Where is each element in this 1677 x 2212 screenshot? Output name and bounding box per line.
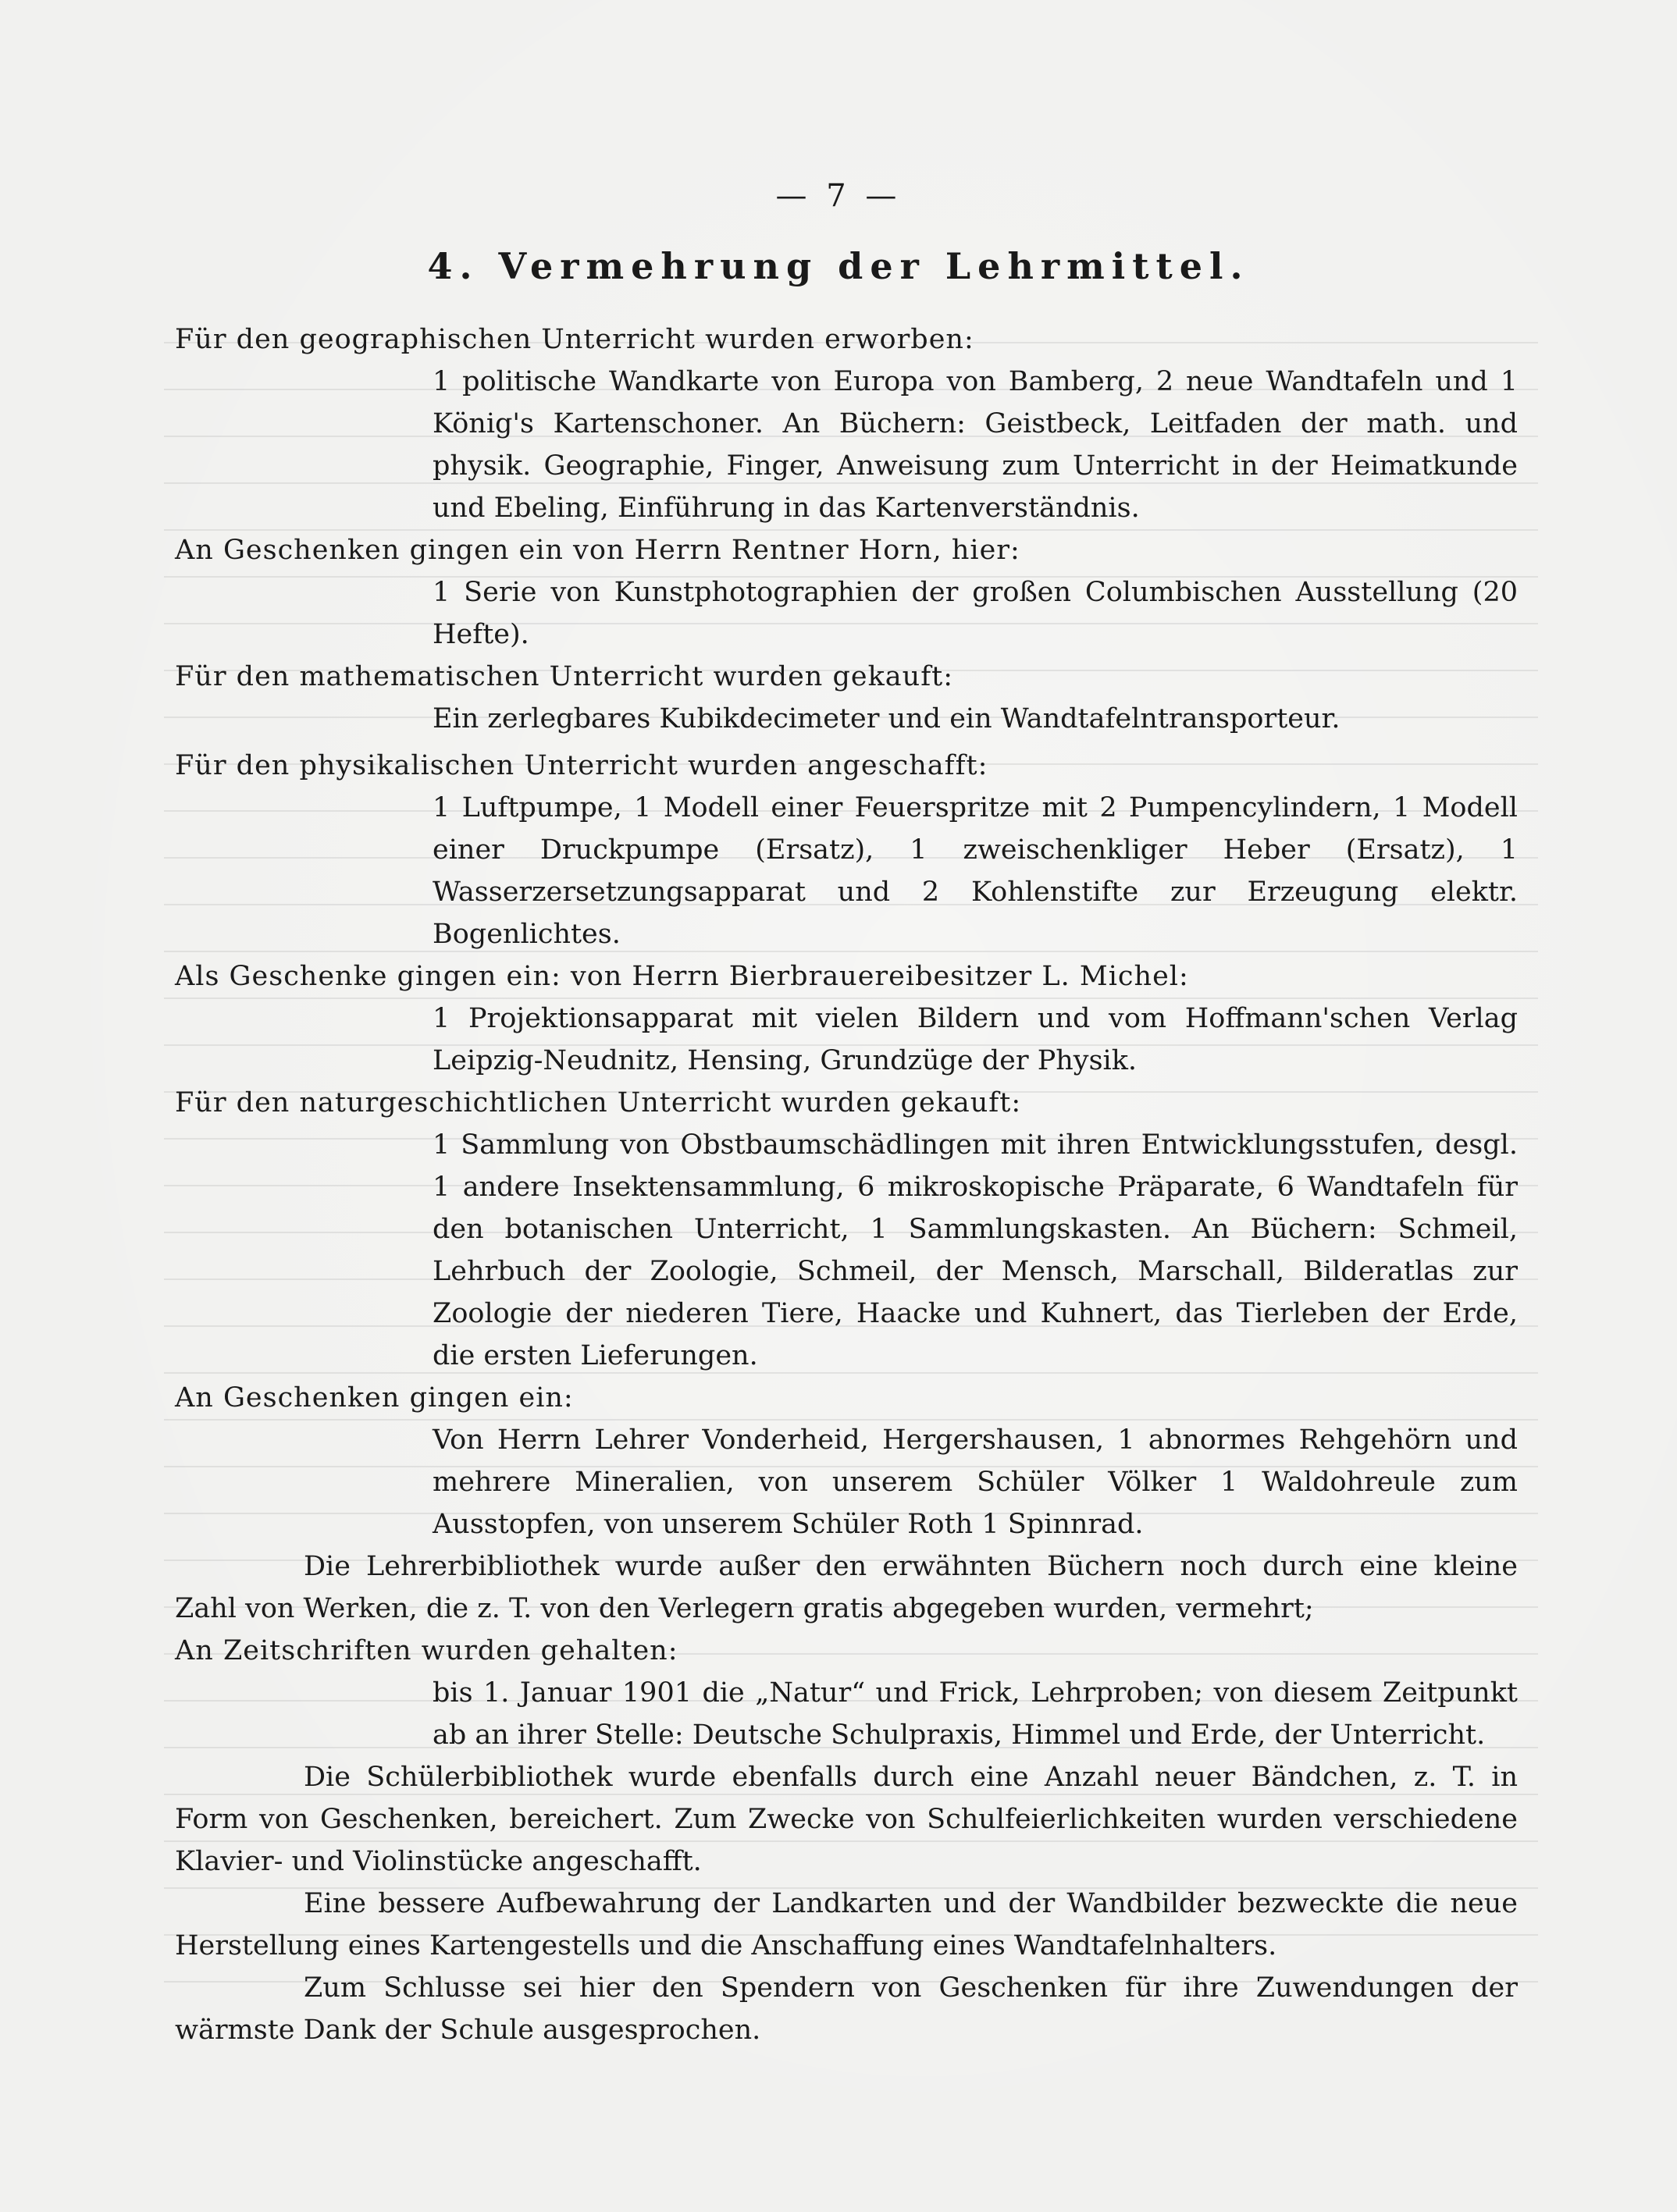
gift-horn-items: 1 Serie von Kunstphotographien der großen Columbischen Ausstellung (20 Hefte).: [433, 577, 1518, 650]
student-library-paragraph: Die Schülerbibliothek wurde ebenfalls durch eine Anzahl neuer Bändchen, z. T. in Form von Geschenken, bereichert. Zum Zwecke von Schulfeierlichkeiten wurden verschiedene Klavier- und Violinstücke angeschafft.: [175, 1762, 1518, 1877]
gift-michel-items: 1 Projektionsapparat mit vielen Bildern und vom Hoffmann'schen Verlag Leipzig-Neudnitz, Hensing, Grundzüge der Physik.: [433, 1003, 1518, 1076]
gift-michel-intro: Als Geschenke gingen ein: von Herrn Bierbrauereibesitzer L. Michel:: [175, 961, 1189, 992]
math-intro: Für den mathematischen Unterricht wurden gekauft:: [175, 661, 954, 692]
journals-intro: An Zeitschriften wurden gehalten:: [175, 1635, 678, 1666]
gift-various-items: Von Herrn Lehrer Vonderheid, Hergershausen, 1 abnormes Rehgehörn und mehrere Mineralien, von unserem Schüler Völker 1 Waldohreule zum Ausstopfen, von unserem Schüler Roth 1 Spinnrad.: [433, 1424, 1518, 1540]
gift-horn-intro: An Geschenken gingen ein von Herrn Rentner Horn, hier:: [175, 535, 1020, 566]
body-text: [175, 318, 1518, 2051]
physics-intro: Für den physikalischen Unterricht wurden angeschafft:: [175, 750, 988, 781]
thanks-paragraph: Zum Schlusse sei hier den Spendern von Geschenken für ihre Zuwendungen der wärmste Dank der Schule ausgesprochen.: [175, 1972, 1518, 2046]
natural-history-items: 1 Sammlung von Obstbaumschädlingen mit ihren Entwicklungsstufen, desgl. 1 andere Insektensammlung, 6 mikroskopische Präparate, 6 Wandtafeln für den botanischen Unterricht, 1 Sammlungskasten. An Büchern: Schmeil, Lehrbuch der Zoologie, Schmeil, der Mensch, Marschall, Bilderatlas zur Zoologie der niederen Tiere, Haacke und Kuhnert, das Tierleben der Erde, die ersten Lieferungen.: [433, 1129, 1518, 1371]
natural-history-intro: Für den naturgeschichtlichen Unterricht wurden gekauft:: [175, 1087, 1022, 1118]
journals-items: bis 1. Januar 1901 die „Natur“ und Frick, Lehrproben; von diesem Zeitpunkt ab an ihrer Stelle: Deutsche Schulpraxis, Himmel und Erde, der Unterricht.: [433, 1677, 1518, 1751]
page-number: — 7 —: [775, 178, 902, 214]
physics-items: 1 Luftpumpe, 1 Modell einer Feuerspritze mit 2 Pumpencylindern, 1 Modell einer Druckpumpe (Ersatz), 1 zweischenkliger Heber (Ersatz), 1 Wasserzersetzungsapparat und 2 Kohlenstifte zur Erzeugung elektr. Bogenlichtes.: [433, 792, 1518, 950]
geography-intro: Für den geographischen Unterricht wurden erworben:: [175, 324, 974, 355]
math-items: Ein zerlegbares Kubikdecimeter und ein Wandtafelntransporteur.: [433, 703, 1341, 734]
teacher-library-paragraph: Die Lehrerbibliothek wurde außer den erwähnten Büchern noch durch eine kleine Zahl von Werken, die z. T. von den Verlegern gratis abgegeben wurden, vermehrt;: [175, 1551, 1518, 1624]
gift-various-intro: An Geschenken gingen ein:: [175, 1382, 574, 1414]
section-heading: 4. Vermehrung der Lehrmittel.: [427, 245, 1250, 287]
storage-paragraph: Eine bessere Aufbewahrung der Landkarten und der Wandbilder bezweckte die neue Herstellung eines Kartengestells und die Anschaffung eines Wandtafelnhalters.: [175, 1888, 1518, 1961]
geography-items: 1 politische Wandkarte von Europa von Bamberg, 2 neue Wandtafeln und 1 König's Kartenschoner. An Büchern: Geistbeck, Leitfaden der math. und physik. Geographie, Finger, Anweisung zum Unterricht in der Heimatkunde und Ebeling, Einführung in das Kartenverständnis.: [433, 366, 1518, 524]
